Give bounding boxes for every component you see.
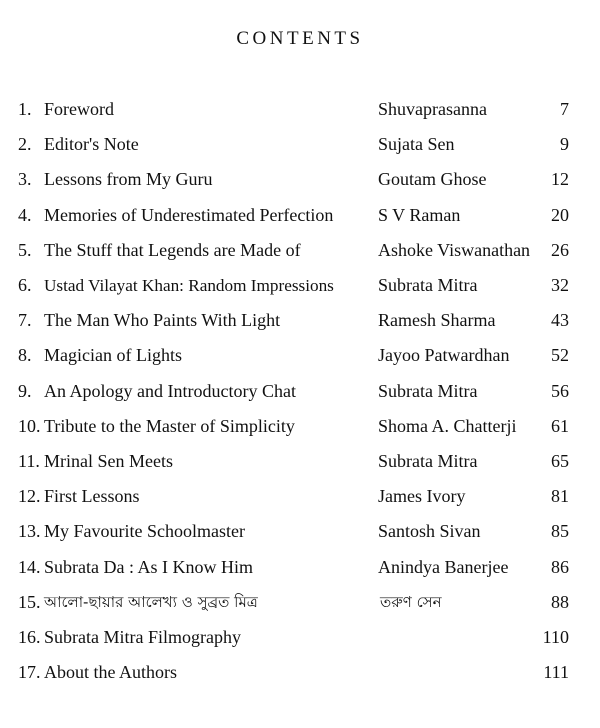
entry-title: Mrinal Sen Meets	[44, 451, 173, 471]
entry-number: 10.	[18, 415, 41, 436]
entry-page: 61	[551, 415, 569, 436]
entry-title: The Stuff that Legends are Made of	[44, 239, 301, 260]
toc-entry	[0, 550, 600, 585]
entry-number: 14.	[18, 556, 41, 577]
toc-entry	[0, 268, 600, 303]
entry-author: Subrata Mitra	[378, 451, 478, 471]
entry-number: 9.	[18, 380, 32, 401]
entry-number: 5.	[18, 239, 32, 260]
entry-author: তরুণ সেন	[380, 592, 442, 611]
entry-number: 17.	[18, 662, 41, 683]
entry-page: 26	[551, 239, 569, 260]
entry-title: Ustad Vilayat Khan: Random Impressions	[44, 276, 334, 295]
entry-title: Subrata Mitra Filmography	[44, 627, 241, 647]
entry-number: 6.	[18, 275, 32, 295]
contents-heading: CONTENTS	[236, 28, 364, 49]
toc-entry	[0, 655, 600, 690]
entry-author: Sujata Sen	[378, 134, 455, 155]
entry-page: 20	[551, 204, 569, 225]
entry-author: Jayoo Patwardhan	[378, 345, 510, 366]
toc-entry	[0, 127, 600, 162]
entry-author: Shuvaprasanna	[378, 99, 487, 119]
entry-page: 9	[560, 134, 569, 155]
entry-title: Lessons from My Guru	[44, 169, 213, 190]
entry-title: আলো-ছায়ার আলেখ্য ও সুব্রত মিত্র	[44, 592, 258, 611]
entry-page: 32	[551, 275, 569, 295]
toc-entry	[0, 479, 600, 514]
toc-entry	[0, 233, 600, 268]
entry-author: Ashoke Viswanathan	[378, 239, 531, 260]
entry-page: 88	[551, 591, 569, 612]
entry-page: 56	[551, 380, 569, 401]
entry-title: The Man Who Paints With Light	[44, 310, 281, 331]
entry-number: 11.	[18, 451, 40, 471]
entry-author: Subrata Mitra	[378, 380, 478, 401]
entry-title: Editor's Note	[44, 134, 139, 155]
entry-page: 110	[542, 627, 569, 647]
entry-author: Santosh Sivan	[378, 521, 481, 542]
entry-author: Anindya Banerjee	[378, 556, 509, 577]
entry-page: 12	[551, 169, 569, 190]
toc-entry	[0, 444, 600, 479]
toc-entry	[0, 162, 600, 197]
entry-page: 85	[551, 521, 569, 542]
entry-title: About the Authors	[44, 662, 177, 683]
toc-entry	[0, 198, 600, 233]
entry-page: 86	[551, 556, 569, 577]
toc-entry	[0, 92, 600, 127]
entry-title: My Favourite Schoolmaster	[44, 521, 245, 542]
entry-number: 1.	[18, 99, 32, 119]
entry-page: 52	[551, 345, 569, 366]
entry-number: 7.	[18, 310, 32, 331]
entry-title: An Apology and Introductory Chat	[44, 380, 296, 401]
entry-title: Tribute to the Master of Simplicity	[44, 415, 295, 436]
entry-page: 65	[551, 451, 569, 471]
entry-page: 111	[543, 662, 569, 683]
entry-author: James Ivory	[378, 486, 466, 507]
entry-title: Memories of Underestimated Perfection	[44, 204, 334, 225]
toc-entry	[0, 338, 600, 373]
toc-entry	[0, 303, 600, 338]
entry-number: 8.	[18, 345, 32, 366]
entry-number: 15.	[18, 591, 41, 612]
entry-number: 3.	[18, 169, 32, 190]
entry-title: Foreword	[44, 99, 114, 119]
entry-number: 12.	[18, 486, 41, 507]
toc-entry	[0, 620, 600, 655]
entry-number: 16.	[18, 627, 41, 647]
toc-entry	[0, 514, 600, 549]
entry-author: Goutam Ghose	[378, 169, 487, 190]
entry-author: Shoma A. Chatterji	[378, 415, 517, 436]
entry-author: Ramesh Sharma	[378, 310, 496, 331]
toc-entry	[0, 585, 600, 620]
toc-entry	[0, 409, 600, 444]
entry-title: First Lessons	[44, 486, 140, 507]
entry-number: 4.	[18, 204, 32, 225]
entry-page: 7	[560, 99, 569, 119]
entry-author: S V Raman	[378, 204, 461, 225]
entry-number: 13.	[18, 521, 41, 542]
entry-title: Magician of Lights	[44, 345, 182, 366]
entry-number: 2.	[18, 134, 32, 155]
entry-title: Subrata Da : As I Know Him	[44, 556, 253, 577]
entry-page: 81	[551, 486, 569, 507]
toc-entry	[0, 374, 600, 409]
entry-page: 43	[551, 310, 569, 331]
entry-author: Subrata Mitra	[378, 275, 478, 295]
